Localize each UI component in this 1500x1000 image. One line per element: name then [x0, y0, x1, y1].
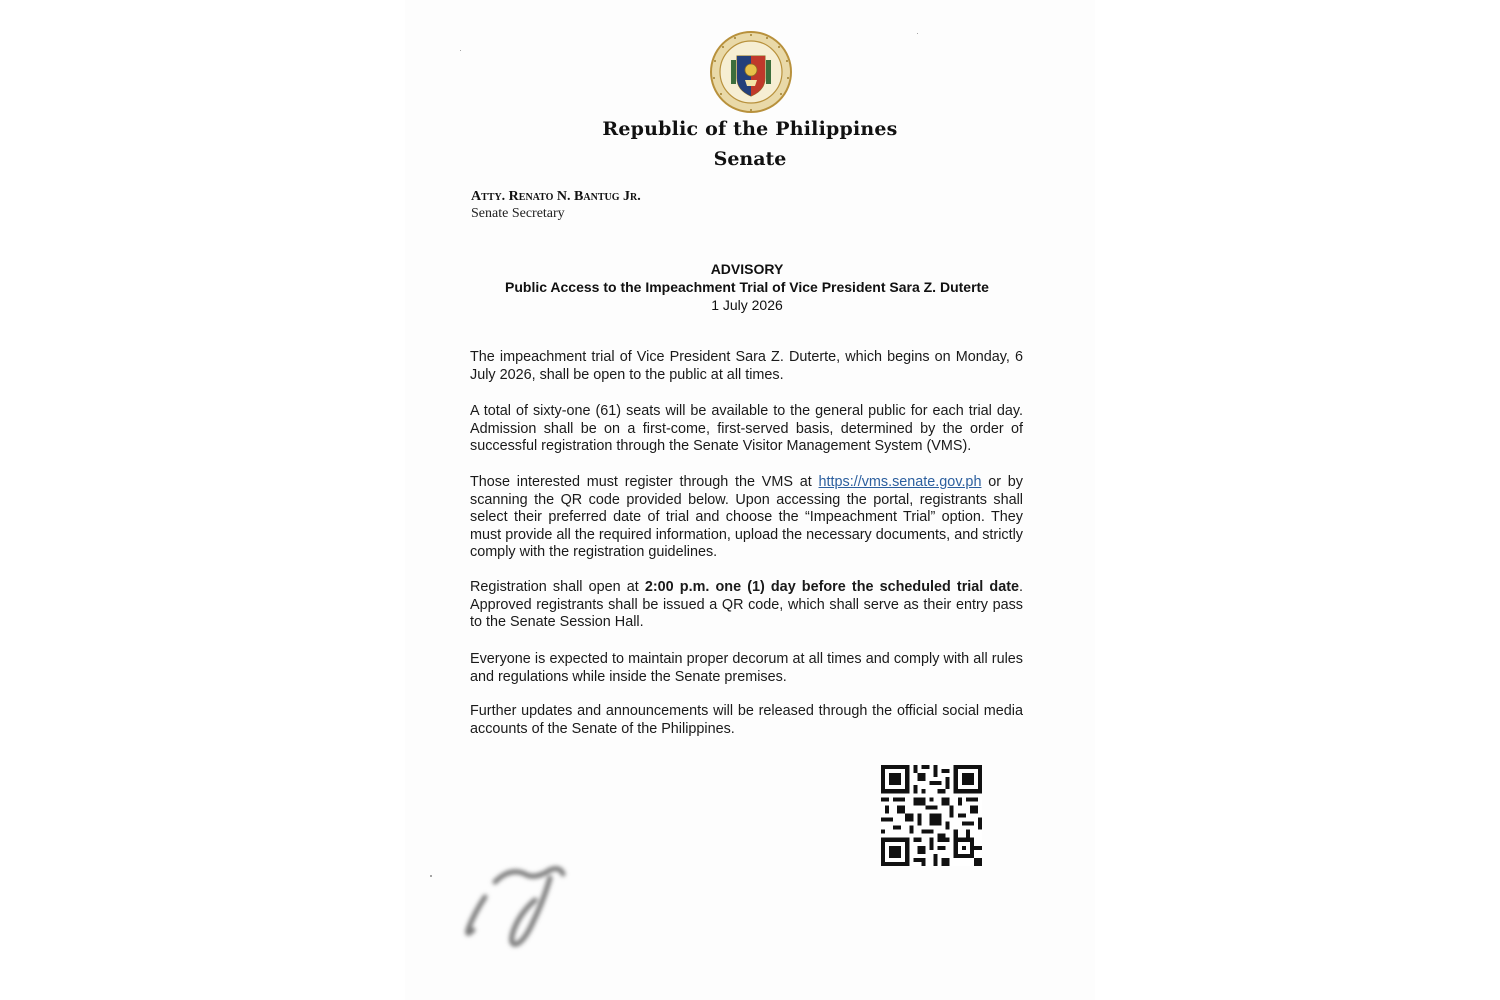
- registration-time-bold: 2:00 p.m. one (1) day before the scheduled trial date: [644, 579, 1019, 595]
- registration-text-end: or by scanning the QR code provided below. Upon accessing the portal, registrants shall select their preferred date of trial and choose the “Impeachment Trial” option. They must provide all the required information, upload the necessary documents, and strictly comply with the registration guidelines.: [470, 474, 1023, 560]
- secretary-title: Senate Secretary: [471, 206, 565, 221]
- advisory-date: 1 July 2026: [711, 297, 783, 313]
- secretary-name: Atty. Renato N. Bantug Jr.: [471, 189, 641, 204]
- speck: [460, 50, 461, 51]
- senate-heading: Senate: [713, 148, 787, 170]
- paragraph-seats: A total of sixty-one (61) seats will be available to the general public for each trial day. Admission shall be on a first-come, first-served basis, determined by the order of successful registration through the Senate Visitor Management System (VMS).: [470, 403, 1023, 454]
- speck: [917, 33, 918, 34]
- paragraph-registration: [470, 474, 1023, 562]
- advisory-subject: Public Access to the Impeachment Trial of Vice President Sara Z. Duterte: [505, 279, 989, 295]
- senate-seal-icon: [709, 30, 793, 114]
- signature-icon: [455, 852, 585, 957]
- vms-link[interactable]: https://vms.senate.gov.ph: [818, 474, 982, 490]
- paragraph-updates: Further updates and announcements will be released through the official social media accounts of the Senate of the Philippines.: [470, 703, 1023, 737]
- registration-time-end: . Approved registrants shall be issued a QR code, which shall serve as their entry pass to the Senate Session Hall.: [470, 579, 1023, 630]
- paragraph-trial-open: The impeachment trial of Vice President Sara Z. Duterte, which begins on Monday, 6 July 2026, shall be open to the public at all times.: [470, 349, 1023, 383]
- registration-text-start: Those interested must register through the VMS at: [470, 474, 819, 490]
- speck: [430, 875, 432, 877]
- registration-time-start: Registration shall open at: [470, 579, 645, 595]
- qr-code-icon[interactable]: [881, 765, 982, 866]
- paragraph-decorum: Everyone is expected to maintain proper decorum at all times and comply with all rules and regulations while inside the Senate premises.: [470, 651, 1023, 685]
- advisory-header: [470, 260, 1024, 314]
- advisory-label: ADVISORY: [710, 261, 784, 277]
- paragraph-registration-time: [470, 579, 1023, 632]
- republic-heading: Republic of the Philippines: [602, 118, 898, 140]
